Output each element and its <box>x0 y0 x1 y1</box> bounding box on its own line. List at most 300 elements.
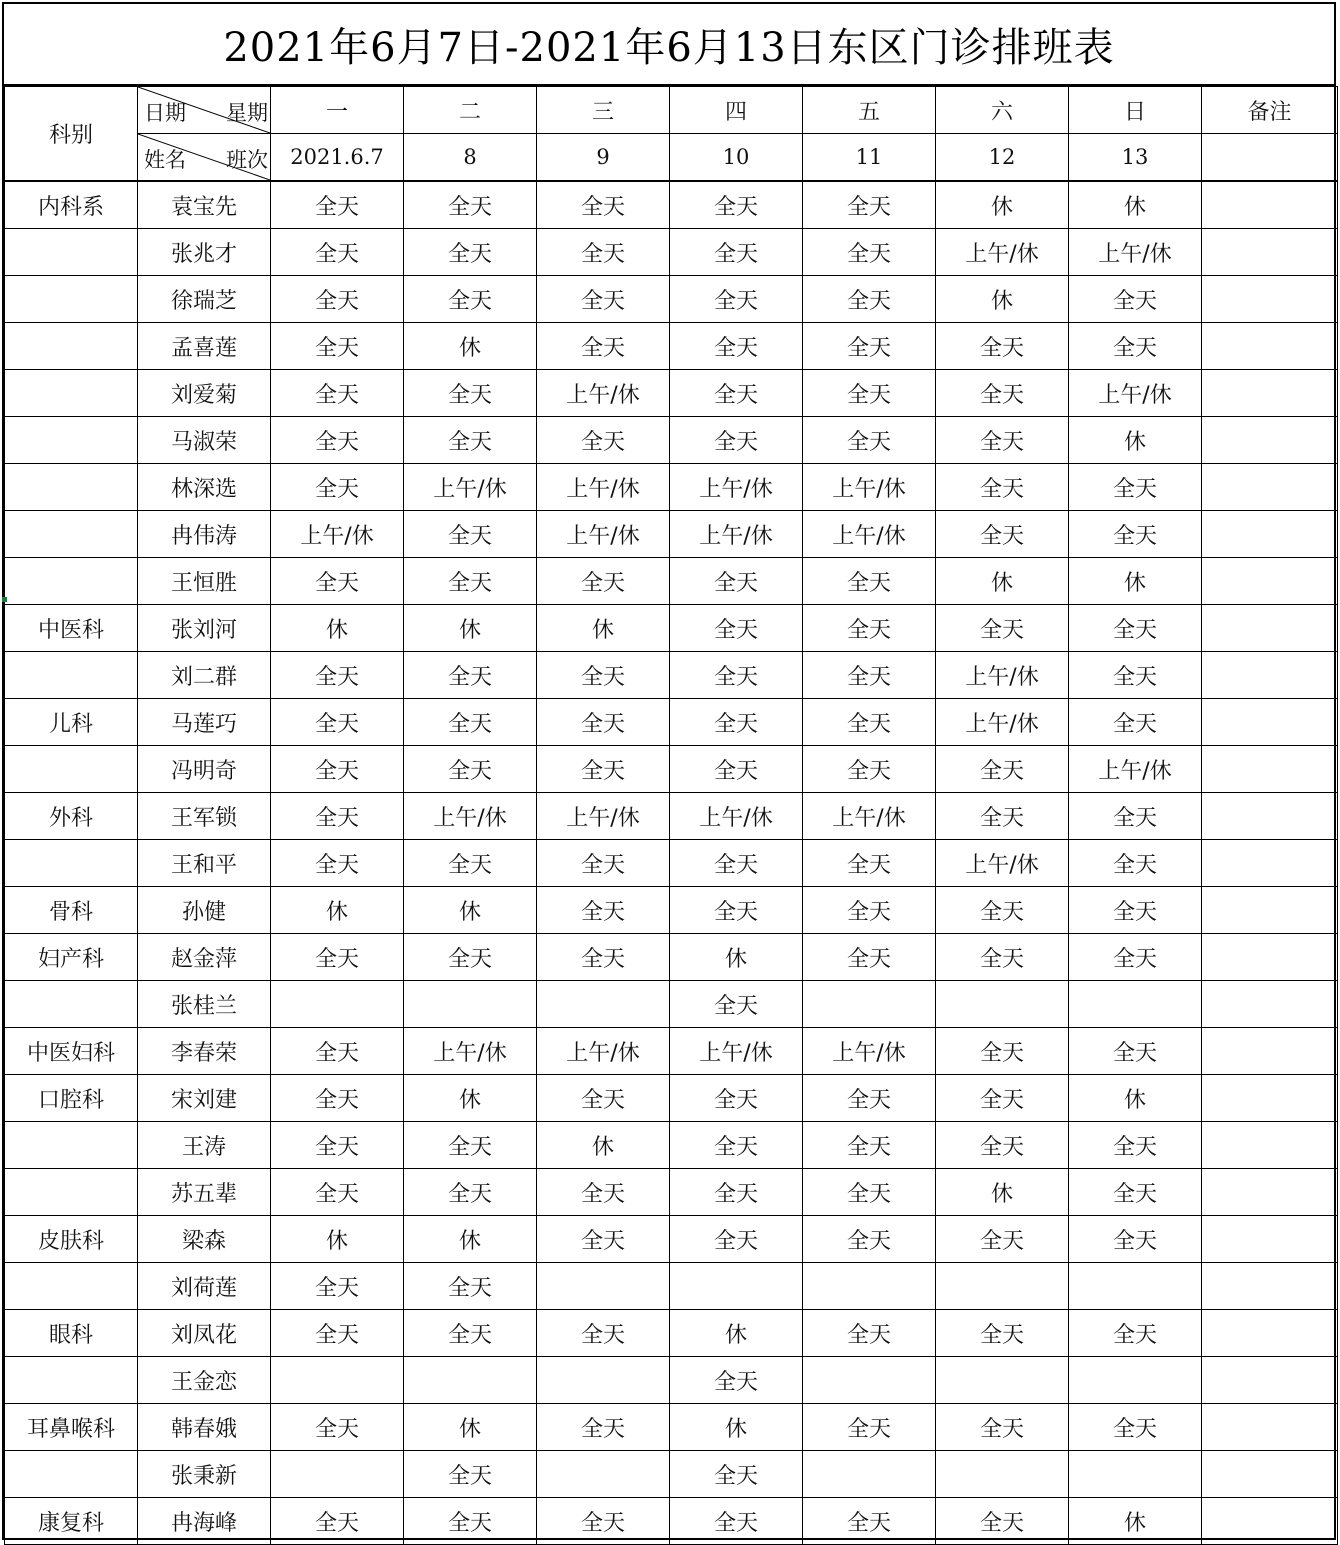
remark-cell[interactable] <box>1202 981 1338 1028</box>
shift-cell[interactable] <box>936 981 1069 1028</box>
shift-cell[interactable]: 上午/休 <box>803 464 936 511</box>
shift-cell[interactable]: 全天 <box>271 1169 404 1216</box>
shift-cell[interactable]: 全天 <box>271 793 404 840</box>
shift-cell[interactable]: 全天 <box>537 699 670 746</box>
shift-cell[interactable]: 上午/休 <box>936 840 1069 887</box>
shift-cell[interactable]: 全天 <box>936 1028 1069 1075</box>
shift-cell[interactable]: 休 <box>271 605 404 652</box>
remark-cell[interactable] <box>1202 1498 1338 1545</box>
shift-cell[interactable]: 全天 <box>936 1122 1069 1169</box>
shift-cell[interactable]: 休 <box>1069 181 1202 229</box>
shift-cell[interactable] <box>271 1451 404 1498</box>
shift-cell[interactable]: 全天 <box>1069 699 1202 746</box>
shift-cell[interactable]: 全天 <box>404 558 537 605</box>
doctor-name-cell[interactable]: 王恒胜 <box>138 558 271 605</box>
shift-cell[interactable]: 休 <box>537 1122 670 1169</box>
doctor-name-cell[interactable]: 王和平 <box>138 840 271 887</box>
shift-cell[interactable] <box>1069 981 1202 1028</box>
shift-cell[interactable]: 上午/休 <box>1069 746 1202 793</box>
shift-cell[interactable]: 上午/休 <box>670 1028 803 1075</box>
shift-cell[interactable]: 全天 <box>936 511 1069 558</box>
shift-cell[interactable]: 上午/休 <box>404 1028 537 1075</box>
doctor-name-cell[interactable]: 刘凤花 <box>138 1310 271 1357</box>
doctor-name-cell[interactable]: 韩春娥 <box>138 1404 271 1451</box>
shift-cell[interactable]: 休 <box>936 181 1069 229</box>
shift-cell[interactable]: 上午/休 <box>537 511 670 558</box>
shift-cell[interactable]: 全天 <box>803 1169 936 1216</box>
shift-cell[interactable]: 全天 <box>404 652 537 699</box>
shift-cell[interactable]: 全天 <box>803 699 936 746</box>
shift-cell[interactable]: 全天 <box>936 1216 1069 1263</box>
shift-cell[interactable]: 全天 <box>670 1451 803 1498</box>
shift-cell[interactable] <box>936 1451 1069 1498</box>
doctor-name-cell[interactable]: 袁宝先 <box>138 181 271 229</box>
shift-cell[interactable]: 全天 <box>404 511 537 558</box>
shift-cell[interactable]: 全天 <box>670 323 803 370</box>
shift-cell[interactable]: 全天 <box>271 1028 404 1075</box>
shift-cell[interactable]: 上午/休 <box>803 1028 936 1075</box>
shift-cell[interactable]: 全天 <box>404 1451 537 1498</box>
shift-cell[interactable]: 全天 <box>537 887 670 934</box>
remark-cell[interactable] <box>1202 1075 1338 1122</box>
dept-cell[interactable]: 外科 <box>5 793 138 840</box>
shift-cell[interactable]: 全天 <box>271 464 404 511</box>
doctor-name-cell[interactable]: 马莲巧 <box>138 699 271 746</box>
table-row <box>5 652 1338 699</box>
shift-cell[interactable] <box>1069 1263 1202 1310</box>
shift-cell[interactable]: 全天 <box>803 1310 936 1357</box>
shift-cell[interactable]: 全天 <box>1069 1122 1202 1169</box>
shift-cell[interactable]: 休 <box>404 323 537 370</box>
shift-cell[interactable]: 全天 <box>803 887 936 934</box>
remark-cell[interactable] <box>1202 699 1338 746</box>
shift-cell[interactable]: 全天 <box>537 229 670 276</box>
dept-cell[interactable] <box>5 417 138 464</box>
dept-cell[interactable]: 中医科 <box>5 605 138 652</box>
shift-cell[interactable]: 全天 <box>670 276 803 323</box>
dept-cell[interactable] <box>5 1451 138 1498</box>
shift-cell[interactable]: 休 <box>271 1216 404 1263</box>
dept-cell[interactable]: 儿科 <box>5 699 138 746</box>
remark-cell[interactable] <box>1202 464 1338 511</box>
remark-cell[interactable] <box>1202 1310 1338 1357</box>
shift-cell[interactable]: 上午/休 <box>936 699 1069 746</box>
shift-cell[interactable]: 全天 <box>803 323 936 370</box>
shift-cell[interactable]: 全天 <box>271 558 404 605</box>
doctor-name-cell[interactable]: 孟喜莲 <box>138 323 271 370</box>
shift-cell[interactable]: 全天 <box>404 276 537 323</box>
shift-cell[interactable]: 全天 <box>404 1263 537 1310</box>
shift-cell[interactable]: 上午/休 <box>271 511 404 558</box>
shift-cell[interactable]: 全天 <box>936 934 1069 981</box>
shift-cell[interactable]: 上午/休 <box>537 1028 670 1075</box>
shift-cell[interactable]: 全天 <box>670 1169 803 1216</box>
shift-cell[interactable]: 全天 <box>1069 793 1202 840</box>
shift-cell[interactable]: 全天 <box>271 370 404 417</box>
remark-cell[interactable] <box>1202 558 1338 605</box>
name-shift-header-cell <box>138 134 271 182</box>
shift-cell[interactable]: 全天 <box>803 652 936 699</box>
shift-cell[interactable]: 全天 <box>803 1498 936 1545</box>
shift-cell[interactable]: 全天 <box>936 323 1069 370</box>
shift-cell[interactable]: 全天 <box>404 1498 537 1545</box>
shift-cell[interactable]: 全天 <box>537 1075 670 1122</box>
shift-cell[interactable]: 全天 <box>936 417 1069 464</box>
shift-cell[interactable]: 上午/休 <box>404 464 537 511</box>
shift-cell[interactable]: 全天 <box>670 699 803 746</box>
shift-cell[interactable]: 全天 <box>803 276 936 323</box>
shift-cell[interactable]: 全天 <box>936 1498 1069 1545</box>
shift-cell[interactable]: 全天 <box>537 1169 670 1216</box>
shift-cell[interactable]: 全天 <box>670 1075 803 1122</box>
doctor-name-cell[interactable]: 王军锁 <box>138 793 271 840</box>
shift-cell[interactable]: 上午/休 <box>936 229 1069 276</box>
shift-cell[interactable]: 休 <box>936 276 1069 323</box>
shift-cell[interactable]: 全天 <box>537 276 670 323</box>
doctor-name-cell[interactable]: 冉伟涛 <box>138 511 271 558</box>
shift-cell[interactable]: 全天 <box>936 746 1069 793</box>
remark-cell[interactable] <box>1202 276 1338 323</box>
shift-cell[interactable]: 全天 <box>803 1216 936 1263</box>
shift-cell[interactable]: 上午/休 <box>404 793 537 840</box>
remark-cell[interactable] <box>1202 840 1338 887</box>
shift-cell[interactable]: 全天 <box>936 1404 1069 1451</box>
shift-cell[interactable]: 全天 <box>670 1216 803 1263</box>
shift-cell[interactable]: 全天 <box>404 1169 537 1216</box>
shift-cell[interactable]: 休 <box>670 1310 803 1357</box>
doctor-name-cell[interactable]: 苏五辈 <box>138 1169 271 1216</box>
shift-cell[interactable]: 全天 <box>670 417 803 464</box>
shift-cell[interactable]: 休 <box>1069 558 1202 605</box>
shift-cell[interactable]: 全天 <box>537 1498 670 1545</box>
shift-cell[interactable]: 全天 <box>936 1075 1069 1122</box>
dept-cell[interactable] <box>5 1263 138 1310</box>
shift-cell[interactable]: 全天 <box>1069 276 1202 323</box>
dept-cell[interactable] <box>5 1357 138 1404</box>
shift-cell[interactable]: 全天 <box>404 1310 537 1357</box>
shift-cell[interactable]: 全天 <box>803 934 936 981</box>
dept-cell[interactable] <box>5 652 138 699</box>
shift-cell[interactable]: 上午/休 <box>670 464 803 511</box>
shift-cell[interactable]: 全天 <box>404 746 537 793</box>
table-row <box>5 1404 1338 1451</box>
dept-cell[interactable]: 口腔科 <box>5 1075 138 1122</box>
shift-cell[interactable]: 全天 <box>1069 934 1202 981</box>
shift-cell[interactable]: 全天 <box>670 558 803 605</box>
shift-cell[interactable]: 全天 <box>803 1075 936 1122</box>
remark-cell[interactable] <box>1202 511 1338 558</box>
shift-cell[interactable]: 上午/休 <box>1069 370 1202 417</box>
shift-cell[interactable]: 全天 <box>271 652 404 699</box>
remark-cell[interactable] <box>1202 746 1338 793</box>
shift-cell[interactable]: 全天 <box>936 464 1069 511</box>
shift-cell[interactable]: 全天 <box>670 229 803 276</box>
dept-cell[interactable] <box>5 981 138 1028</box>
shift-cell[interactable]: 全天 <box>803 181 936 229</box>
shift-cell[interactable]: 全天 <box>271 1404 404 1451</box>
shift-cell[interactable]: 全天 <box>936 1310 1069 1357</box>
shift-cell[interactable]: 全天 <box>670 1122 803 1169</box>
doctor-name-cell[interactable]: 赵金萍 <box>138 934 271 981</box>
shift-cell[interactable]: 全天 <box>1069 887 1202 934</box>
remark-cell[interactable] <box>1202 1263 1338 1310</box>
dept-cell[interactable] <box>5 229 138 276</box>
shift-cell[interactable]: 全天 <box>404 181 537 229</box>
dept-cell[interactable] <box>5 276 138 323</box>
shift-cell[interactable]: 全天 <box>271 323 404 370</box>
shift-cell[interactable]: 全天 <box>1069 840 1202 887</box>
shift-cell[interactable]: 全天 <box>404 229 537 276</box>
remark-header: 备注 <box>1202 87 1338 134</box>
shift-cell[interactable] <box>1069 1451 1202 1498</box>
shift-cell[interactable]: 休 <box>936 1169 1069 1216</box>
shift-cell[interactable]: 全天 <box>271 276 404 323</box>
remark-cell[interactable] <box>1202 1122 1338 1169</box>
shift-cell[interactable]: 全天 <box>404 934 537 981</box>
doctor-name-cell[interactable]: 刘二群 <box>138 652 271 699</box>
shift-cell[interactable]: 休 <box>404 605 537 652</box>
date-header: 13 <box>1069 134 1202 182</box>
shift-cell[interactable]: 休 <box>404 1404 537 1451</box>
shift-cell[interactable]: 休 <box>1069 417 1202 464</box>
shift-cell[interactable] <box>537 981 670 1028</box>
shift-cell[interactable] <box>803 981 936 1028</box>
shift-cell[interactable]: 全天 <box>537 1404 670 1451</box>
shift-cell[interactable]: 全天 <box>404 370 537 417</box>
dept-cell[interactable] <box>5 511 138 558</box>
remark-cell[interactable] <box>1202 887 1338 934</box>
shift-cell[interactable]: 全天 <box>271 746 404 793</box>
shift-cell[interactable]: 全天 <box>404 840 537 887</box>
doctor-name-cell[interactable]: 刘爱菊 <box>138 370 271 417</box>
shift-cell[interactable]: 上午/休 <box>537 793 670 840</box>
remark-cell[interactable] <box>1202 1169 1338 1216</box>
remark-cell[interactable] <box>1202 1357 1338 1404</box>
dept-cell[interactable] <box>5 840 138 887</box>
shift-cell[interactable]: 全天 <box>537 1310 670 1357</box>
doctor-name-cell[interactable]: 张刘河 <box>138 605 271 652</box>
remark-cell[interactable] <box>1202 417 1338 464</box>
shift-cell[interactable]: 上午/休 <box>537 370 670 417</box>
shift-cell[interactable]: 全天 <box>803 840 936 887</box>
shift-cell[interactable]: 全天 <box>537 323 670 370</box>
dept-cell[interactable] <box>5 746 138 793</box>
shift-cell[interactable]: 全天 <box>670 1357 803 1404</box>
shift-cell[interactable]: 全天 <box>537 558 670 605</box>
shift-cell[interactable]: 全天 <box>537 746 670 793</box>
shift-cell[interactable]: 全天 <box>537 181 670 229</box>
shift-cell[interactable]: 全天 <box>670 1498 803 1545</box>
shift-cell[interactable]: 全天 <box>670 370 803 417</box>
shift-cell[interactable]: 全天 <box>1069 652 1202 699</box>
shift-cell[interactable]: 全天 <box>271 699 404 746</box>
dept-cell[interactable]: 眼科 <box>5 1310 138 1357</box>
shift-cell[interactable]: 休 <box>537 605 670 652</box>
shift-cell[interactable]: 休 <box>271 887 404 934</box>
shift-cell[interactable]: 全天 <box>271 417 404 464</box>
shift-cell[interactable]: 全天 <box>1069 323 1202 370</box>
doctor-name-cell[interactable]: 李春荣 <box>138 1028 271 1075</box>
dept-cell[interactable] <box>5 558 138 605</box>
doctor-name-cell[interactable]: 林深选 <box>138 464 271 511</box>
shift-cell[interactable] <box>537 1263 670 1310</box>
shift-cell[interactable]: 全天 <box>670 652 803 699</box>
shift-cell[interactable]: 上午/休 <box>537 464 670 511</box>
shift-cell[interactable]: 全天 <box>936 793 1069 840</box>
shift-cell[interactable]: 休 <box>1069 1075 1202 1122</box>
dept-cell[interactable] <box>5 1122 138 1169</box>
dept-cell[interactable]: 骨科 <box>5 887 138 934</box>
remark-cell[interactable] <box>1202 1028 1338 1075</box>
remark-cell[interactable] <box>1202 1451 1338 1498</box>
shift-cell[interactable]: 全天 <box>404 417 537 464</box>
shift-cell[interactable]: 全天 <box>537 934 670 981</box>
doctor-name-cell[interactable]: 梁森 <box>138 1216 271 1263</box>
dept-cell[interactable]: 皮肤科 <box>5 1216 138 1263</box>
doctor-name-cell[interactable]: 宋刘建 <box>138 1075 271 1122</box>
shift-cell[interactable]: 全天 <box>670 746 803 793</box>
shift-cell[interactable]: 上午/休 <box>670 793 803 840</box>
remark-cell[interactable] <box>1202 181 1338 229</box>
doctor-name-cell[interactable]: 张秉新 <box>138 1451 271 1498</box>
doctor-name-cell[interactable]: 徐瑞芝 <box>138 276 271 323</box>
doctor-name-cell[interactable]: 王涛 <box>138 1122 271 1169</box>
remark-cell[interactable] <box>1202 323 1338 370</box>
shift-cell[interactable]: 全天 <box>404 1122 537 1169</box>
shift-cell[interactable]: 全天 <box>1069 511 1202 558</box>
shift-cell[interactable]: 全天 <box>670 605 803 652</box>
shift-cell[interactable]: 休 <box>670 1404 803 1451</box>
shift-cell[interactable]: 全天 <box>803 1122 936 1169</box>
shift-cell[interactable] <box>670 1263 803 1310</box>
shift-cell[interactable]: 全天 <box>271 1263 404 1310</box>
table-row <box>5 1451 1338 1498</box>
shift-cell[interactable]: 全天 <box>271 840 404 887</box>
shift-cell[interactable]: 全天 <box>271 181 404 229</box>
dept-cell[interactable]: 康复科 <box>5 1498 138 1545</box>
shift-cell[interactable]: 全天 <box>1069 1310 1202 1357</box>
dept-cell[interactable] <box>5 1169 138 1216</box>
remark-cell[interactable] <box>1202 370 1338 417</box>
shift-cell[interactable] <box>537 1451 670 1498</box>
shift-cell[interactable]: 全天 <box>1069 1404 1202 1451</box>
shift-cell[interactable]: 上午/休 <box>803 511 936 558</box>
shift-cell[interactable]: 全天 <box>803 370 936 417</box>
shift-cell[interactable]: 全天 <box>936 370 1069 417</box>
shift-cell[interactable]: 休 <box>670 934 803 981</box>
doctor-name-cell[interactable]: 王金恋 <box>138 1357 271 1404</box>
shift-cell[interactable] <box>404 1357 537 1404</box>
shift-cell[interactable]: 全天 <box>271 229 404 276</box>
dept-cell[interactable]: 中医妇科 <box>5 1028 138 1075</box>
dept-cell[interactable]: 妇产科 <box>5 934 138 981</box>
shift-cell[interactable]: 全天 <box>1069 1169 1202 1216</box>
dept-cell[interactable] <box>5 323 138 370</box>
shift-cell[interactable]: 全天 <box>936 605 1069 652</box>
shift-cell[interactable] <box>271 1357 404 1404</box>
shift-cell[interactable]: 全天 <box>271 1310 404 1357</box>
doctor-name-cell[interactable]: 张桂兰 <box>138 981 271 1028</box>
shift-cell[interactable]: 休 <box>404 887 537 934</box>
dept-cell[interactable]: 内科系 <box>5 181 138 229</box>
shift-cell[interactable]: 全天 <box>803 1404 936 1451</box>
remark-cell[interactable] <box>1202 793 1338 840</box>
remark-cell[interactable] <box>1202 934 1338 981</box>
dept-cell[interactable]: 耳鼻喉科 <box>5 1404 138 1451</box>
shift-cell[interactable]: 全天 <box>670 181 803 229</box>
doctor-name-cell[interactable]: 刘荷莲 <box>138 1263 271 1310</box>
shift-cell[interactable]: 全天 <box>803 558 936 605</box>
shift-cell[interactable]: 全天 <box>1069 1216 1202 1263</box>
doctor-name-cell[interactable]: 冯明奇 <box>138 746 271 793</box>
shift-cell[interactable]: 全天 <box>1069 1028 1202 1075</box>
shift-cell[interactable]: 上午/休 <box>670 511 803 558</box>
shift-cell[interactable]: 休 <box>404 1216 537 1263</box>
shift-cell[interactable] <box>404 981 537 1028</box>
shift-cell[interactable] <box>803 1451 936 1498</box>
shift-cell[interactable] <box>936 1263 1069 1310</box>
shift-cell[interactable]: 全天 <box>537 1216 670 1263</box>
doctor-name-cell[interactable]: 冉海峰 <box>138 1498 271 1545</box>
shift-cell[interactable]: 休 <box>936 558 1069 605</box>
remark-cell[interactable] <box>1202 1216 1338 1263</box>
shift-cell[interactable]: 全天 <box>803 605 936 652</box>
shift-cell[interactable]: 全天 <box>271 1498 404 1545</box>
remark-cell[interactable] <box>1202 229 1338 276</box>
doctor-name-cell[interactable]: 张兆才 <box>138 229 271 276</box>
shift-cell[interactable]: 休 <box>404 1075 537 1122</box>
table-row <box>5 746 1338 793</box>
remark-cell[interactable] <box>1202 652 1338 699</box>
dept-cell[interactable] <box>5 370 138 417</box>
shift-cell[interactable] <box>803 1263 936 1310</box>
shift-cell[interactable]: 全天 <box>803 746 936 793</box>
selection-handle[interactable] <box>2 597 7 602</box>
shift-cell[interactable]: 上午/休 <box>803 793 936 840</box>
shift-cell[interactable] <box>936 1357 1069 1404</box>
shift-cell[interactable]: 全天 <box>1069 464 1202 511</box>
shift-cell[interactable]: 全天 <box>803 417 936 464</box>
shift-cell[interactable]: 全天 <box>271 1122 404 1169</box>
weekday-header: 五 <box>803 87 936 134</box>
remark-cell[interactable] <box>1202 605 1338 652</box>
dept-cell[interactable] <box>5 464 138 511</box>
shift-cell[interactable]: 全天 <box>537 840 670 887</box>
shift-cell[interactable]: 休 <box>1069 1498 1202 1545</box>
shift-cell[interactable]: 全天 <box>670 887 803 934</box>
shift-cell[interactable]: 全天 <box>404 699 537 746</box>
shift-cell[interactable]: 全天 <box>670 840 803 887</box>
shift-cell[interactable]: 全天 <box>537 652 670 699</box>
weekday-header: 日 <box>1069 87 1202 134</box>
shift-cell[interactable] <box>537 1357 670 1404</box>
shift-cell[interactable]: 上午/休 <box>1069 229 1202 276</box>
shift-cell[interactable] <box>803 1357 936 1404</box>
shift-cell[interactable] <box>1069 1357 1202 1404</box>
doctor-name-cell[interactable]: 孙健 <box>138 887 271 934</box>
shift-cell[interactable]: 全天 <box>537 417 670 464</box>
shift-cell[interactable]: 全天 <box>936 887 1069 934</box>
shift-cell[interactable]: 全天 <box>271 1075 404 1122</box>
shift-cell[interactable]: 全天 <box>1069 605 1202 652</box>
doctor-name-cell[interactable]: 马淑荣 <box>138 417 271 464</box>
shift-cell[interactable]: 全天 <box>670 981 803 1028</box>
shift-cell[interactable]: 全天 <box>271 934 404 981</box>
shift-cell[interactable] <box>271 981 404 1028</box>
shift-cell[interactable]: 全天 <box>803 229 936 276</box>
shift-cell[interactable]: 上午/休 <box>936 652 1069 699</box>
remark-cell[interactable] <box>1202 1404 1338 1451</box>
